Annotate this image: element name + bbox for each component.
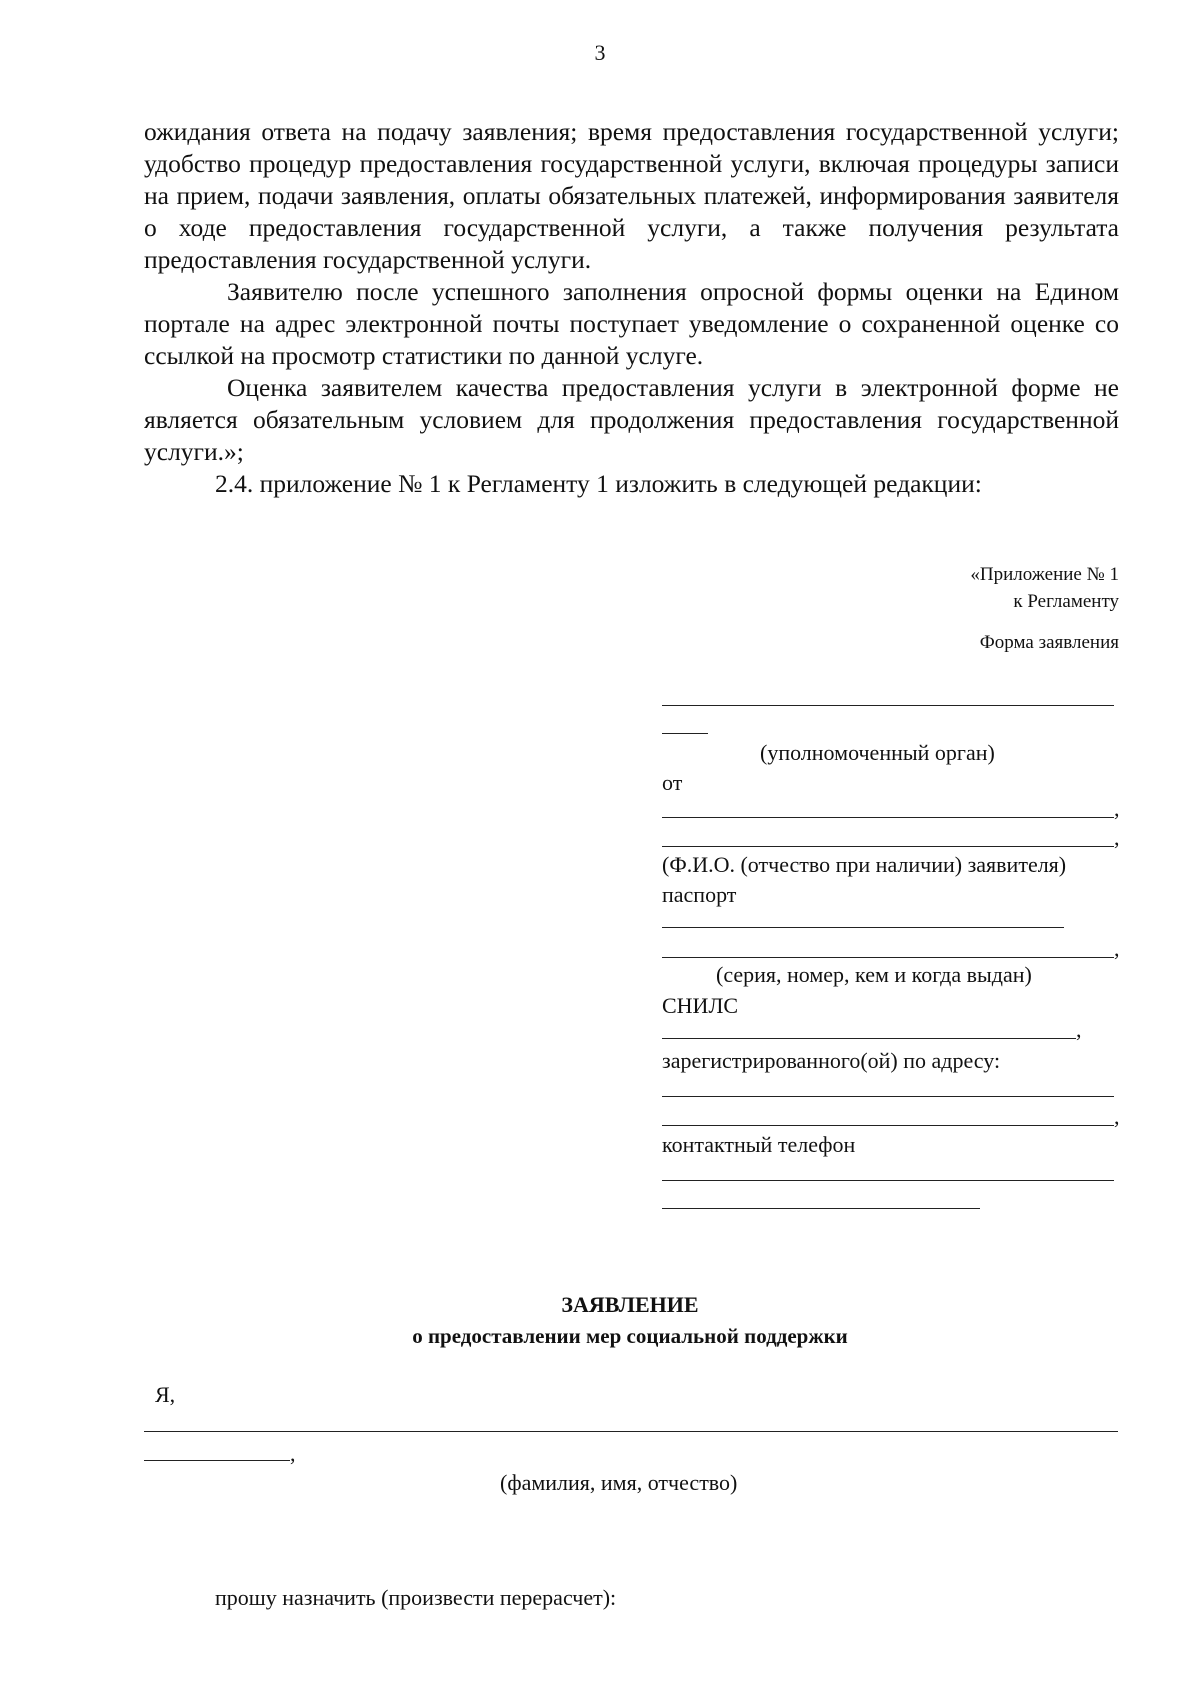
form-label: Форма заявления bbox=[979, 632, 1119, 653]
passport-line-2 bbox=[662, 957, 1114, 958]
comma: , bbox=[1076, 1017, 1082, 1042]
appendix-title: «Приложение № 1 bbox=[970, 564, 1119, 585]
phone-line-2 bbox=[662, 1208, 980, 1209]
comma: , bbox=[290, 1441, 296, 1466]
appendix-reference: к Регламенту bbox=[1013, 591, 1119, 612]
authority-line bbox=[662, 705, 1114, 706]
applicant-name-line-1 bbox=[662, 817, 1114, 818]
authority-caption: (уполномоченный орган) bbox=[760, 740, 995, 765]
full-name-line-1 bbox=[144, 1431, 1118, 1432]
passport-line-1 bbox=[662, 927, 1064, 928]
comma: , bbox=[1114, 1104, 1120, 1129]
snils-line bbox=[662, 1038, 1076, 1039]
applicant-name-caption: (Ф.И.О. (отчество при наличии) заявителя) bbox=[662, 852, 1067, 877]
paragraph-notification: Заявителю после успешного заполнения опросной формы оценки на Едином портале на адрес электронной почты поступает уведомление о сохраненной оценке со ссылкой на просмотр статистики по данной услуге. bbox=[144, 277, 1119, 370]
full-name-line-2 bbox=[144, 1460, 290, 1461]
comma: , bbox=[1114, 825, 1120, 850]
address-line-1 bbox=[662, 1096, 1114, 1097]
page-number: 3 bbox=[594, 40, 606, 65]
statement-i-label: Я, bbox=[155, 1382, 176, 1407]
from-label: от bbox=[662, 770, 683, 795]
phone-label: контактный телефон bbox=[662, 1132, 856, 1157]
address-line-2 bbox=[662, 1125, 1114, 1126]
paragraph-evaluation: Оценка заявителем качества предоставления услуги в электронной форме не является обязательным условием для продолжения предоставления государственной услуги.»; bbox=[144, 373, 1119, 466]
appendix-heading bbox=[970, 561, 1119, 615]
comma: , bbox=[1114, 936, 1120, 961]
paragraph-amendment: 2.4. приложение № 1 к Регламенту 1 изложить в следующей редакции: bbox=[215, 469, 982, 498]
statement-subtitle: о предоставлении мер социальной поддержки bbox=[412, 1324, 848, 1348]
authority-line-short bbox=[662, 733, 708, 734]
applicant-name-line-2 bbox=[662, 846, 1114, 847]
snils-label: СНИЛС bbox=[662, 993, 739, 1018]
passport-caption: (серия, номер, кем и когда выдан) bbox=[716, 962, 1032, 987]
paragraph-continuation: ожидания ответа на подачу заявления; время предоставления государственной услуги; удобство процедур предоставления государственной услуги, включая процедуры записи на прием, подачи заявления, оплаты обязательных платежей, информирования заявителя о ходе предоставления государственной услуги, а также получения результата предоставления государственной услуги. bbox=[144, 117, 1119, 274]
request-text: прошу назначить (произвести перерасчет): bbox=[215, 1585, 617, 1610]
phone-line-1 bbox=[662, 1180, 1114, 1181]
full-name-caption: (фамилия, имя, отчество) bbox=[500, 1470, 738, 1495]
passport-label: паспорт bbox=[662, 882, 737, 907]
statement-title: ЗАЯВЛЕНИЕ bbox=[561, 1292, 699, 1317]
body-text bbox=[144, 116, 1119, 500]
address-label: зарегистрированного(ой) по адресу: bbox=[662, 1048, 1001, 1073]
comma: , bbox=[1114, 796, 1120, 821]
